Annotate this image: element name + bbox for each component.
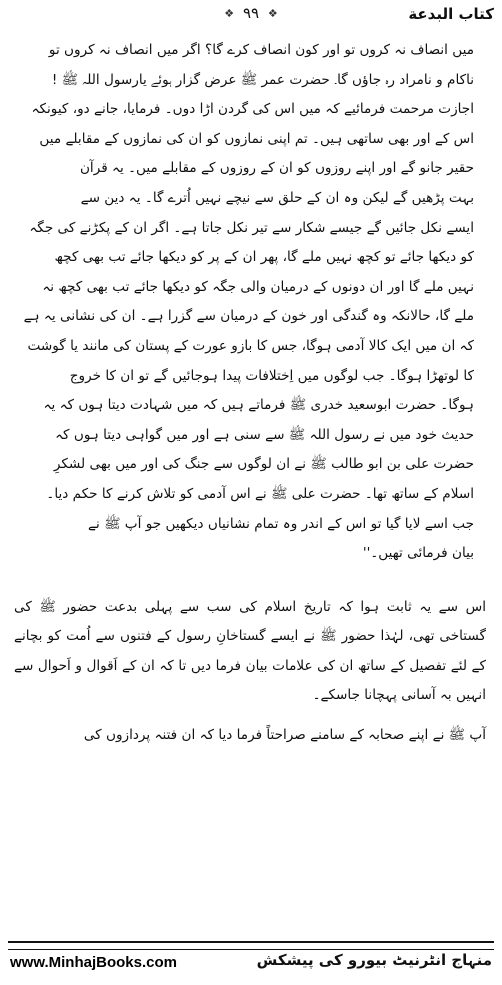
body-paragraph: اس سے یہ ثابت ہوا کہ تاریخ اسلام کی سب سے پہلی بدعت حضور ﷺ کی گستاخی تھی، لہٰذا حضور ﷺ نے ایسے گستاخانِ رسول کے فتنوں سے اُمت کو بچانے کے لئے تفصیل کے ساتھ ان کی علامات بیان فرما دیں تا کہ ان کے اَقوال و اَحوال سے انہیں بہ آسانی پہچانا جاسکے۔ — [14, 598, 486, 704]
page-number: ۹۹ — [242, 4, 260, 22]
ornament-icon: ❖ — [267, 7, 278, 20]
quote-line: ہوگا۔ حضرت ابوسعید خدری ﷺ فرماتے ہیں کہ میں شہادت دیتا ہوں کہ یہ — [43, 397, 474, 414]
footer-website-link[interactable]: www.MinhajBooks.com — [10, 954, 177, 971]
footer-divider — [8, 941, 494, 950]
quote-line: ناکام و نامراد رہ جاؤں گا۔ حضرت عمر ﷺ عرض گزار ہوئے یارسول اللہ ﷺ ! — [51, 71, 474, 88]
quote-line: میں انصاف نہ کروں تو اور کون انصاف کرے گا؟ اگر میں انصاف نہ کروں تو — [48, 42, 474, 58]
quote-line: نہیں ملے گا اور ان دونوں کے درمیان والی جگہ کو دیکھا جائے تب بھی کچھ نہ — [42, 278, 474, 295]
quote-line: حقیر جانو گے اور اپنے روزوں کو ان کے روزوں کے مقابلے میں۔ یہ قرآن — [79, 160, 474, 177]
quote-line: اسلام کے ساتھ تھا۔ حضرت علی ﷺ نے اس آدمی کو تلاش کرنے کا حکم دیا۔ — [46, 485, 474, 502]
quote-line: ایسے نکل جائیں گے جیسے شکار سے تیر نکل جاتا ہے۔ اگر ان کے پکڑنے کی جگہ — [29, 219, 474, 236]
quote-line: حدیث خود میں نے رسول اللہ ﷺ سے سنی ہے اور میں گواہی دیتا ہوں کہ — [55, 426, 474, 443]
quote-line: کو دیکھا جائے تو کچھ نہیں ملے گا، پھر ان کے پر کو دیکھا جائے تب بھی کچھ — [54, 249, 474, 266]
quote-line: کہ ان میں ایک کالا آدمی ہوگا، جس کا بازو عورت کے پستان کی مانند یا گوشت — [27, 337, 474, 354]
quote-line: بیان فرمائی تھیں۔'' — [362, 545, 474, 562]
quote-line: اجازت مرحمت فرمائیے کہ میں اس کی گردن اڑا دوں۔ فرمایا، جانے دو، کیونکہ — [31, 101, 474, 118]
footer-credit: منہاج انٹرنیٹ بیورو کی پیشکش — [256, 951, 492, 969]
quote-line: ملے گا، حالانکہ وہ گندگی اور خون کے درمیان سے گزرا ہے۔ ان کی نشانی یہ ہے — [23, 308, 474, 325]
ornament-icon: ❖ — [224, 7, 235, 20]
quote-line: اس کے اور بھی ساتھی ہیں۔ تم اپنی نمازوں کو ان کی نمازوں کے مقابلے میں — [39, 130, 474, 147]
quote-line: کا لوتھڑا ہوگا۔ جب لوگوں میں اِختلافات پیدا ہوجائیں گے تو ان کا خروج — [69, 367, 474, 384]
page-content — [14, 36, 486, 751]
quote-line: جب اسے لایا گیا تو اس کے اندر وہ تمام نشانیاں دیکھیں جو آپ ﷺ نے — [88, 515, 474, 532]
quote-line: حضرت علی بن ابو طالب ﷺ نے ان لوگوں سے جنگ کی اور میں بھی لشکرِ — [53, 456, 474, 473]
quote-line: بہت پڑھیں گے لیکن وہ ان کے حلق سے نیچے نہیں اُترے گا۔ یہ دین سے — [80, 189, 474, 206]
book-title: کتاب البدعة — [408, 5, 494, 23]
hadith-quote — [14, 36, 486, 569]
body-paragraph: آپ ﷺ نے اپنے صحابہ کے سامنے صراحتاً فرما دیا کہ ان فتنہ پردازوں کی — [83, 727, 486, 744]
page-header — [0, 0, 502, 36]
